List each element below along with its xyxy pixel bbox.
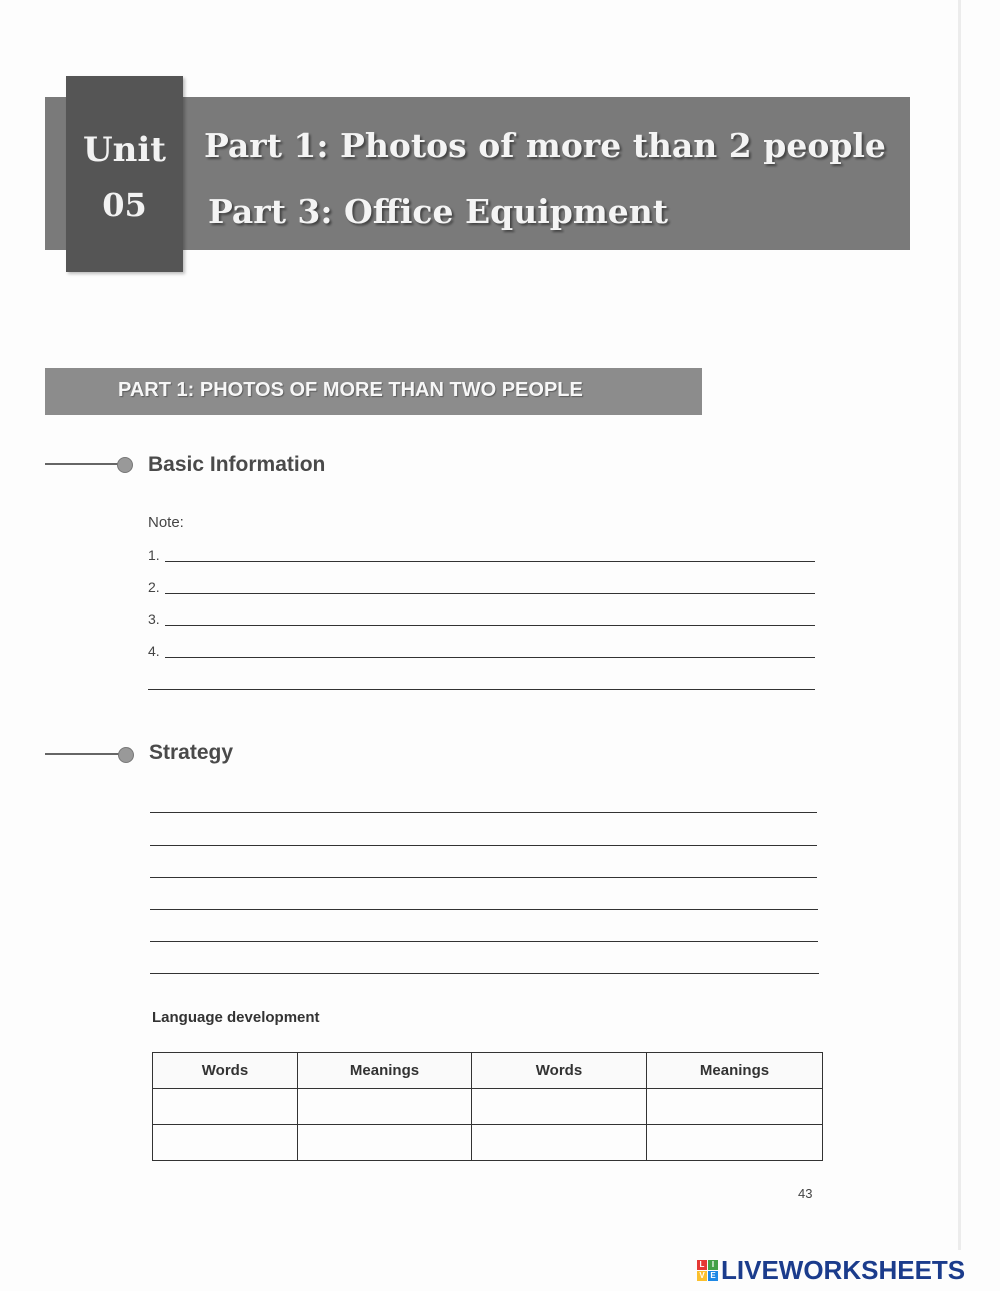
note-answer-line-5[interactable] bbox=[148, 689, 815, 690]
page-edge-shadow bbox=[958, 0, 961, 1250]
note-label: Note: bbox=[148, 514, 184, 531]
basic-information-heading: Basic Information bbox=[148, 453, 326, 476]
logo-block: I bbox=[708, 1260, 718, 1270]
strategy-answer-line-3[interactable] bbox=[150, 877, 817, 878]
logo-block: E bbox=[708, 1271, 718, 1281]
logo-text: LIVEWORKSHEETS bbox=[721, 1254, 966, 1285]
liveworksheets-logo bbox=[697, 1256, 965, 1284]
strategy-answer-line-4[interactable] bbox=[150, 909, 818, 910]
bullet-dot-icon bbox=[117, 457, 133, 473]
vocab-meaning-cell[interactable] bbox=[647, 1125, 823, 1161]
table-header-row bbox=[153, 1053, 823, 1089]
note-item-number: 4. bbox=[148, 643, 160, 659]
table-row bbox=[153, 1089, 823, 1125]
strategy-answer-line-5[interactable] bbox=[150, 941, 818, 942]
unit-title-part3: Part 3: Office Equipment bbox=[208, 192, 668, 231]
note-item-number: 2. bbox=[148, 579, 160, 595]
logo-blocks-icon bbox=[697, 1260, 718, 1281]
logo-block: V bbox=[697, 1271, 707, 1281]
strategy-answer-line-1[interactable] bbox=[150, 812, 817, 813]
language-development-label: Language development bbox=[152, 1009, 320, 1026]
vocabulary-table bbox=[152, 1052, 823, 1161]
vocab-word-cell[interactable] bbox=[472, 1089, 647, 1125]
part-header-title: PART 1: PHOTOS OF MORE THAN TWO PEOPLE bbox=[118, 379, 583, 401]
note-answer-line-2[interactable] bbox=[165, 593, 815, 594]
unit-title-part1: Part 1: Photos of more than 2 people bbox=[204, 126, 886, 165]
page-number: 43 bbox=[798, 1186, 813, 1201]
note-answer-line-1[interactable] bbox=[165, 561, 815, 562]
bullet-dot-icon bbox=[118, 747, 134, 763]
logo-block: L bbox=[697, 1260, 707, 1270]
unit-box bbox=[66, 76, 183, 272]
strategy-answer-line-6[interactable] bbox=[150, 973, 819, 974]
note-item-number: 1. bbox=[148, 547, 160, 563]
vocab-word-cell[interactable] bbox=[153, 1089, 298, 1125]
column-header-words: Words bbox=[153, 1053, 298, 1089]
unit-number: 05 bbox=[102, 186, 147, 224]
note-item-number: 3. bbox=[148, 611, 160, 627]
column-header-words: Words bbox=[472, 1053, 647, 1089]
strategy-heading: Strategy bbox=[149, 741, 234, 764]
vocab-meaning-cell[interactable] bbox=[298, 1089, 472, 1125]
section-rule bbox=[45, 463, 120, 465]
strategy-answer-line-2[interactable] bbox=[150, 845, 817, 846]
vocab-word-cell[interactable] bbox=[153, 1125, 298, 1161]
section-rule bbox=[45, 753, 120, 755]
vocab-meaning-cell[interactable] bbox=[298, 1125, 472, 1161]
column-header-meanings: Meanings bbox=[647, 1053, 823, 1089]
unit-label: Unit bbox=[83, 130, 166, 170]
note-answer-line-4[interactable] bbox=[165, 657, 815, 658]
table-row bbox=[153, 1125, 823, 1161]
vocab-meaning-cell[interactable] bbox=[647, 1089, 823, 1125]
column-header-meanings: Meanings bbox=[298, 1053, 472, 1089]
note-answer-line-3[interactable] bbox=[165, 625, 815, 626]
vocab-word-cell[interactable] bbox=[472, 1125, 647, 1161]
